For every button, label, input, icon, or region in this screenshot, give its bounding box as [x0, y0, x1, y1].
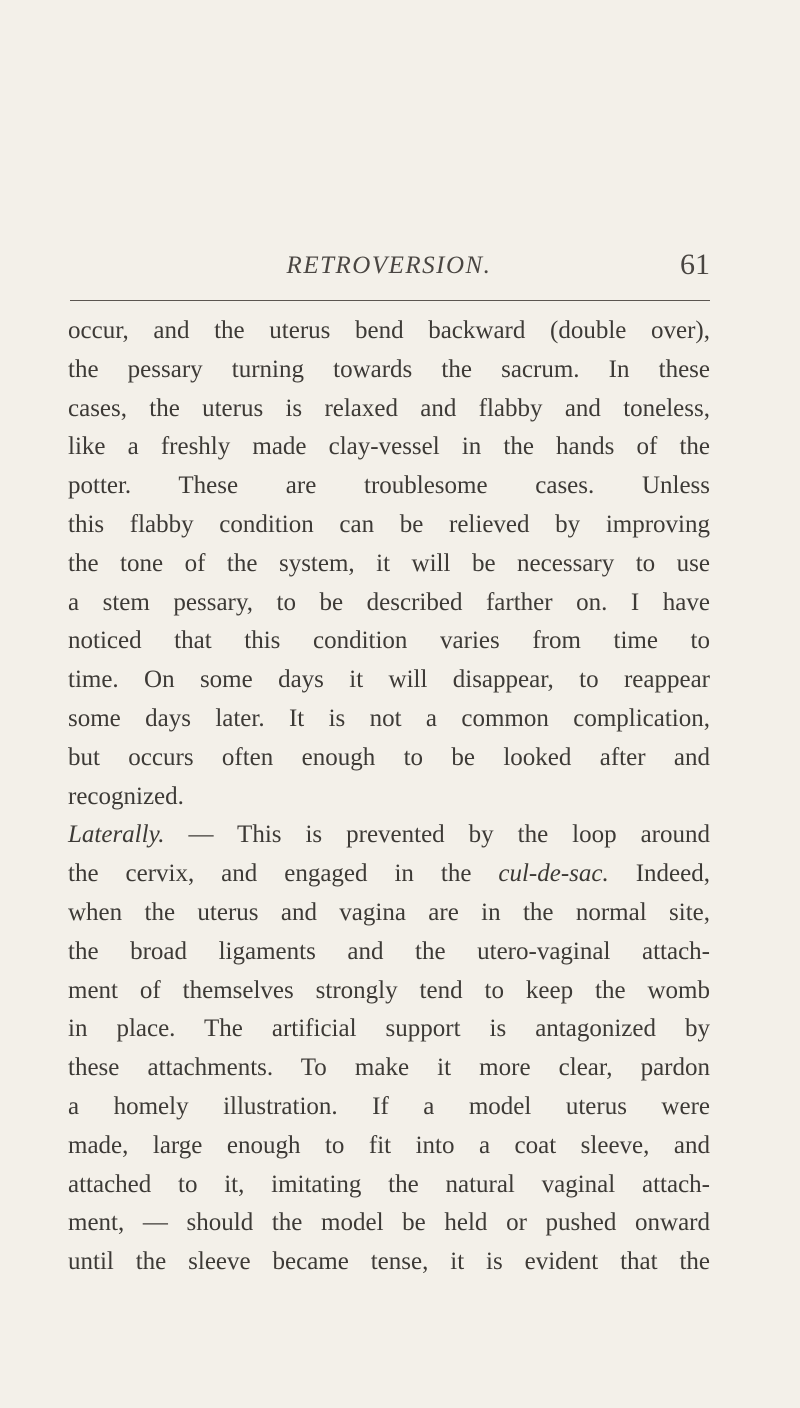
- body-text: [68, 312, 710, 1282]
- running-title: RETROVERSION.: [286, 252, 492, 279]
- italic-run: Laterally.: [68, 821, 165, 849]
- text-line: a stem pessary, to be described farther on. I have: [68, 588, 710, 616]
- text-line: made, large enough to fit into a coat sleeve, and: [68, 1131, 710, 1159]
- text-line: cases, the uterus is relaxed and flabby and toneless,: [68, 394, 710, 422]
- text-line: in place. The artificial support is antagonized by: [68, 1015, 710, 1043]
- text-line: occur, and the uterus bend backward (double over),: [68, 317, 710, 344]
- text-line: recognized.: [68, 782, 184, 810]
- text-line-laterally: [68, 816, 710, 855]
- text-line: ment, — should the model be held or pushed onward: [68, 1209, 710, 1237]
- text-line: time. On some days it will disappear, to reappear: [68, 666, 710, 694]
- text-line: the tone of the system, it will be necessary to use: [68, 549, 710, 577]
- text-line: ment of themselves strongly tend to keep the womb: [68, 976, 710, 1004]
- text-line: a homely illustration. If a model uterus were: [68, 1092, 710, 1120]
- text-line: noticed that this condition varies from time to: [68, 627, 710, 655]
- text-line: when the uterus and vagina are in the normal site,: [68, 898, 710, 926]
- text-run: — This is prevented by the loop around: [164, 821, 710, 849]
- running-head: [68, 248, 710, 296]
- italic-run: cul-de-sac.: [498, 860, 609, 888]
- text-line: potter. These are troublesome cases. Unless: [68, 472, 710, 500]
- text-line: this flabby condition can be relieved by improving: [68, 510, 710, 538]
- text-line: the broad ligaments and the utero-vaginal attach-: [68, 937, 710, 965]
- text-line: some days later. It is not a common complication,: [68, 704, 710, 732]
- text-line-cul-de-sac: [68, 855, 710, 894]
- text-line: attached to it, imitating the natural vaginal attach-: [68, 1170, 710, 1198]
- text-line: these attachments. To make it more clear, pardon: [68, 1054, 710, 1082]
- text-line: the pessary turning towards the sacrum. In these: [68, 355, 710, 383]
- header-rule: [70, 300, 710, 301]
- text-run: Indeed,: [608, 860, 710, 888]
- text-line: but occurs often enough to be looked after and: [68, 743, 710, 771]
- text-line: like a freshly made clay-vessel in the hands of the: [68, 433, 710, 461]
- text-run: the cervix, and engaged in the: [68, 860, 472, 888]
- text-line: until the sleeve became tense, it is evident that the: [68, 1248, 710, 1276]
- page-number: 61: [680, 248, 710, 281]
